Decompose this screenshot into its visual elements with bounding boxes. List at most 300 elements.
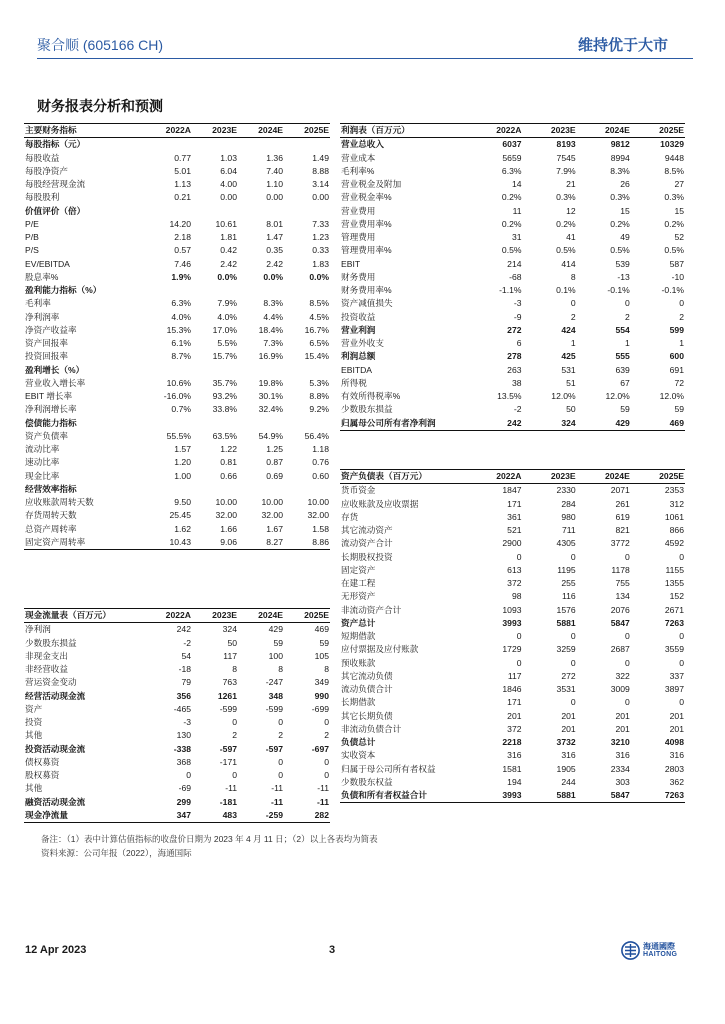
row-label: 非现金支出 <box>25 650 68 661</box>
table-row <box>340 337 685 350</box>
cell-value: 324 <box>222 624 237 635</box>
row-label: EBIT <box>341 258 361 269</box>
cell-value: 4.00 <box>220 179 237 189</box>
table-row <box>24 178 330 191</box>
cell-value: 15.3% <box>166 324 191 335</box>
cell-value: -3 <box>513 298 522 309</box>
cell-value: 171 <box>507 498 522 509</box>
cell-value: 263 <box>507 364 522 375</box>
column-header: 2025E <box>631 470 685 484</box>
cell-value: 0 <box>570 697 576 708</box>
cell-value: 469 <box>631 417 685 431</box>
cell-value: 54.9% <box>258 430 283 441</box>
table-header-row <box>340 470 685 484</box>
cell-value: 18.4% <box>258 324 283 335</box>
cell-value: 0 <box>625 697 630 708</box>
row-label: 长期借款 <box>341 697 376 708</box>
cell-value: 1.25 <box>266 444 283 454</box>
cell-value: 0.21 <box>174 192 191 203</box>
table-row <box>340 231 685 244</box>
column-header: 2024E <box>238 124 284 138</box>
cell-value: 10.61 <box>215 218 237 229</box>
table-row <box>340 178 685 191</box>
cell-value: 50 <box>227 637 237 648</box>
cell-value: 8193 <box>556 139 576 150</box>
table-row <box>24 769 330 782</box>
cell-value: 244 <box>561 776 576 787</box>
cell-value: 1846 <box>502 684 522 694</box>
cell-value: 0.35 <box>266 245 283 256</box>
cell-value: 0.1% <box>556 285 576 295</box>
row-label: 预收账款 <box>341 657 376 668</box>
table-row <box>340 763 685 776</box>
cell-value: 15.7% <box>212 351 237 362</box>
row-label: 归属母公司所有者净利润 <box>340 417 468 431</box>
cell-value: -181 <box>219 796 237 807</box>
table-title: 主要财务指标 <box>24 124 146 138</box>
cell-value: 1.9% <box>171 271 191 282</box>
cell-value: 8.7% <box>171 351 191 362</box>
cell-value <box>238 483 284 496</box>
report-date: 12 Apr 2023 <box>25 944 87 956</box>
table-row <box>340 152 685 165</box>
cell-value: 414 <box>561 258 576 269</box>
cell-value <box>284 483 330 496</box>
cell-value: 79 <box>181 677 191 688</box>
cell-value <box>284 417 330 430</box>
cell-value <box>238 205 284 218</box>
cell-value: 4.4% <box>263 311 283 322</box>
cell-value: 25.45 <box>169 510 191 521</box>
table-row <box>24 623 330 637</box>
row-label: EBITDA <box>341 364 373 375</box>
table-row <box>24 716 330 729</box>
row-label: 实收资本 <box>341 750 376 761</box>
cell-value: 2687 <box>610 644 630 655</box>
table-row <box>24 456 330 469</box>
cell-value: 1.47 <box>266 232 283 242</box>
cell-value: 2 <box>324 730 329 741</box>
cell-value <box>192 417 238 430</box>
table-row <box>24 244 330 257</box>
cell-value: 0 <box>679 657 684 668</box>
cell-value: 7263 <box>631 789 685 803</box>
row-label: 管理费用 <box>341 232 376 242</box>
cell-value <box>146 138 192 152</box>
cell-value: 41 <box>566 232 576 242</box>
table-row <box>24 809 330 823</box>
cell-value: 130 <box>176 730 191 741</box>
cell-value: 1.10 <box>266 179 283 189</box>
cell-value <box>238 138 284 152</box>
cell-value: 21 <box>566 179 576 189</box>
cell-value: 261 <box>615 498 630 509</box>
cell-value: -465 <box>173 703 191 714</box>
table-row <box>24 271 330 284</box>
cell-value: 16.9% <box>258 351 283 362</box>
table-row <box>24 138 330 152</box>
cell-value: 2330 <box>556 485 576 496</box>
cell-value: 1.57 <box>174 444 191 454</box>
cell-value: 763 <box>222 677 237 688</box>
row-label: 净利润率 <box>25 311 60 322</box>
cell-value: 3009 <box>610 684 630 694</box>
cell-value: 4305 <box>556 538 576 549</box>
cell-value: -11 <box>271 783 283 794</box>
cell-value: -11 <box>317 783 329 794</box>
cell-value: -597 <box>265 743 283 754</box>
row-label: 毛利率% <box>341 165 375 176</box>
table-row <box>340 511 685 524</box>
table-row <box>24 390 330 403</box>
cell-value: 2353 <box>664 485 684 496</box>
cash-flow-table <box>24 608 330 823</box>
cell-value: 2 <box>625 311 630 322</box>
table-row <box>24 165 330 178</box>
table-title: 资产负债表（百万元） <box>340 470 468 484</box>
cell-value: 52 <box>674 232 684 242</box>
cell-value: -18 <box>178 664 191 674</box>
cell-value: 316 <box>669 750 684 761</box>
row-label: 现金比率 <box>25 470 60 481</box>
row-label: 流动负债合计 <box>341 684 393 694</box>
cell-value: 755 <box>615 578 630 588</box>
cell-value: 59 <box>674 404 684 415</box>
table-row <box>24 676 330 689</box>
cell-value: 1355 <box>664 578 684 588</box>
column-header: 2025E <box>284 609 330 623</box>
cell-value: 3259 <box>556 644 576 655</box>
table-row <box>340 710 685 723</box>
cell-value: 5881 <box>556 617 576 628</box>
cell-value: 282 <box>284 809 330 823</box>
row-label: 每股收益 <box>25 152 60 163</box>
cell-value: 152 <box>669 591 684 602</box>
row-label: 投资 <box>25 717 43 727</box>
rating-title: 维持优于大市 <box>577 37 668 54</box>
cell-value: 12.0% <box>551 391 576 401</box>
cell-value: 201 <box>561 723 576 734</box>
cell-value: 0 <box>625 298 630 309</box>
cell-value: 0.2% <box>556 218 576 229</box>
haitong-logo-icon <box>621 941 640 960</box>
table-row <box>24 690 330 703</box>
cell-value: 1195 <box>557 564 576 575</box>
cell-value: -11 <box>225 783 237 794</box>
cell-value: 1905 <box>556 763 576 774</box>
cell-value: 866 <box>669 525 684 535</box>
cell-value: 0 <box>186 770 191 780</box>
table-row <box>24 443 330 456</box>
cell-value: 2.42 <box>266 258 283 269</box>
cell-value <box>192 284 238 297</box>
row-label: 利润总额 <box>341 351 376 362</box>
cell-value: 3993 <box>502 617 522 628</box>
row-label: 速动比率 <box>25 457 60 468</box>
cell-value: 7.9% <box>217 298 237 309</box>
table-row <box>340 524 685 537</box>
cell-value: 12 <box>566 205 576 216</box>
cell-value: 2803 <box>664 763 684 774</box>
cell-value: -68 <box>509 271 522 282</box>
row-label: 非流动资产合计 <box>341 604 402 615</box>
cell-value: 4.0% <box>171 311 191 322</box>
cell-value: 5659 <box>502 152 522 163</box>
row-label: 每股股利 <box>25 192 60 203</box>
table-row <box>340 244 685 257</box>
row-label: 经营活动现金流 <box>25 690 86 701</box>
cell-value: 15.4% <box>304 351 329 362</box>
cell-value: 2.42 <box>220 258 237 269</box>
cell-value: 31 <box>511 232 522 242</box>
table-row <box>340 789 685 803</box>
row-label: P/B <box>25 232 39 242</box>
column-header: 2023E <box>523 470 577 484</box>
row-label: 其他 <box>25 730 43 741</box>
cell-value: 0 <box>278 717 283 727</box>
cell-value: 4592 <box>664 538 684 549</box>
cell-value: 1847 <box>502 485 522 496</box>
cell-value: -338 <box>173 743 191 754</box>
cell-value <box>192 205 238 218</box>
table-row <box>24 430 330 443</box>
row-label: 投资收益 <box>341 311 376 322</box>
cell-value: 8 <box>570 271 576 282</box>
cell-value: 8.5% <box>309 298 329 309</box>
row-label: 每股净资产 <box>25 165 68 176</box>
cell-value: 14.20 <box>169 218 191 229</box>
cell-value: 0 <box>516 657 522 668</box>
row-label: 投资回报率 <box>25 351 68 362</box>
row-label: 资产减值损失 <box>341 298 393 309</box>
cell-value: 348 <box>268 690 283 701</box>
cell-value: 711 <box>561 525 576 535</box>
cell-value: 7.33 <box>312 218 329 229</box>
cell-value <box>146 205 192 218</box>
cell-value: 10.00 <box>307 497 329 507</box>
cell-value: 17.0% <box>212 324 237 335</box>
cell-value: 2334 <box>610 763 630 774</box>
cell-value: 255 <box>561 578 576 588</box>
cell-value: 0 <box>570 657 576 668</box>
cell-value: 0 <box>679 298 684 309</box>
cell-value: 30.1% <box>258 391 283 401</box>
cell-value: 19.8% <box>258 377 283 388</box>
cell-value: 105 <box>314 650 329 661</box>
cell-value: 0.60 <box>312 470 329 481</box>
cell-value: 0 <box>516 551 522 562</box>
row-label: 少数股东权益 <box>341 776 393 787</box>
row-label: 固定资产 <box>341 564 376 575</box>
cell-value: -10 <box>671 271 684 282</box>
row-label: EBIT 增长率 <box>25 391 73 401</box>
cell-value: 9.06 <box>192 536 238 550</box>
cell-value <box>192 483 238 496</box>
cell-value: -171 <box>219 756 237 767</box>
row-label: 盈利增长（%） <box>25 364 85 375</box>
cell-value: 5881 <box>523 789 577 803</box>
cell-value: 272 <box>507 324 522 335</box>
row-label: 流动资产合计 <box>341 538 393 549</box>
table-row <box>24 743 330 756</box>
table-row <box>24 350 330 363</box>
row-label: 营业税金率% <box>341 192 392 203</box>
cell-value: 3559 <box>664 644 684 655</box>
cell-value: 5.5% <box>217 338 237 348</box>
table-row <box>24 523 330 536</box>
table-row <box>24 337 330 350</box>
cell-value: 316 <box>561 750 576 761</box>
cell-value: 316 <box>507 750 522 761</box>
table-row <box>24 536 330 550</box>
cell-value: 554 <box>615 324 630 335</box>
cell-value: 8.5% <box>664 165 684 176</box>
row-label: 流动比率 <box>25 444 60 454</box>
cell-value: 599 <box>669 324 684 335</box>
cell-value: 613 <box>507 564 522 575</box>
table-row <box>340 311 685 324</box>
cell-value: 1061 <box>664 511 684 522</box>
cell-value <box>146 284 192 297</box>
cell-value: 214 <box>507 258 522 269</box>
row-label: 融资活动现金流 <box>25 796 86 807</box>
table-row <box>24 703 330 716</box>
cell-value: 1.18 <box>312 444 329 454</box>
table-row <box>24 756 330 769</box>
row-label: 财务费用率% <box>341 285 392 295</box>
table-row <box>24 191 330 204</box>
row-label: 债权募资 <box>25 756 60 767</box>
cell-value: 0.2% <box>501 192 522 203</box>
cell-value: 368 <box>176 756 191 767</box>
cell-value: 2071 <box>610 485 630 496</box>
cell-value <box>192 364 238 377</box>
cell-value: 59 <box>273 637 283 648</box>
row-label: 偿债能力指标 <box>25 417 77 428</box>
row-label: 货币资金 <box>341 485 376 496</box>
cell-value: 27 <box>674 179 684 189</box>
table-row <box>340 564 685 577</box>
cell-value: 2 <box>570 311 576 322</box>
row-label: 非流动负债合计 <box>341 723 402 734</box>
cell-value: 32.00 <box>215 510 237 521</box>
cell-value: 10.43 <box>146 536 192 550</box>
cell-value: 0.33 <box>312 245 329 256</box>
cell-value: 0 <box>278 756 283 767</box>
table-row <box>24 218 330 231</box>
table-row <box>24 152 330 165</box>
cell-value: 0.66 <box>220 470 237 481</box>
cell-value: 0.0% <box>263 271 283 282</box>
table-row <box>340 551 685 564</box>
row-label: 其他 <box>25 783 43 794</box>
cell-value: 356 <box>176 690 191 701</box>
row-label: 营业成本 <box>341 152 376 163</box>
table-row <box>340 205 685 218</box>
cell-value: 0.5% <box>501 245 522 256</box>
row-label: 营业外收支 <box>341 338 384 348</box>
cell-value: 2218 <box>502 737 522 747</box>
cell-value: 483 <box>192 809 238 823</box>
cell-value: 201 <box>561 710 576 721</box>
cell-value: 13.5% <box>497 391 522 401</box>
header-divider <box>37 58 693 59</box>
cell-value: 299 <box>176 796 191 807</box>
cell-value: 1.67 <box>266 523 283 534</box>
cell-value: 2076 <box>610 604 630 615</box>
cell-value: 32.4% <box>258 404 283 415</box>
cell-value: 1 <box>570 338 576 348</box>
cell-value: 0 <box>570 631 576 641</box>
table-row <box>340 590 685 603</box>
table-row <box>340 377 685 390</box>
cell-value: 1.49 <box>312 152 329 163</box>
row-label: 资产回报率 <box>25 338 68 348</box>
cell-value: 1 <box>679 338 684 348</box>
cell-value: 316 <box>615 750 630 761</box>
row-label: 非经营收益 <box>25 664 68 674</box>
cell-value: 8.88 <box>312 165 329 176</box>
cell-value: 424 <box>561 324 576 335</box>
row-label: 负债总计 <box>341 737 376 747</box>
table-row <box>24 403 330 416</box>
cell-value: 469 <box>314 624 329 635</box>
cell-value: 56.4% <box>304 430 329 441</box>
cell-value: 0.3% <box>610 192 630 203</box>
cell-value: 0 <box>570 551 576 562</box>
cell-value: 8 <box>232 664 237 674</box>
cell-value: 587 <box>669 258 684 269</box>
cell-value <box>238 284 284 297</box>
cell-value <box>238 364 284 377</box>
cell-value <box>146 483 192 496</box>
cell-value <box>284 364 330 377</box>
cell-value: 303 <box>615 776 630 787</box>
cell-value: 59 <box>319 637 329 648</box>
cell-value: 0 <box>570 298 576 309</box>
cell-value: 2.18 <box>174 232 191 242</box>
cell-value: 32.00 <box>261 510 283 521</box>
cell-value: 429 <box>577 417 631 431</box>
cell-value: -0.1% <box>607 285 630 295</box>
table-row <box>340 258 685 271</box>
row-label: 现金净流量 <box>24 809 146 823</box>
cell-value: 1581 <box>502 763 522 774</box>
cell-value: 0.69 <box>266 470 283 481</box>
cell-value: 15 <box>620 205 630 216</box>
table-row <box>340 657 685 670</box>
row-label: 有效所得税率% <box>341 391 401 401</box>
cell-value: 6.1% <box>171 338 191 348</box>
cell-value: 1.83 <box>312 258 329 269</box>
cell-value: -2 <box>183 637 191 648</box>
cell-value: 312 <box>669 498 684 509</box>
table-row <box>340 498 685 511</box>
cell-value: 8.3% <box>610 165 630 176</box>
cell-value: 35.7% <box>212 377 237 388</box>
cell-value <box>284 138 330 152</box>
cell-value: 6.5% <box>309 338 329 348</box>
row-label: 其它流动负债 <box>341 670 393 681</box>
table-row <box>340 577 685 590</box>
row-label: 营运资金变动 <box>25 677 77 688</box>
table-row <box>340 390 685 403</box>
table-row <box>340 138 685 152</box>
column-header: 2024E <box>577 470 631 484</box>
cell-value: 50 <box>566 404 576 415</box>
cell-value: 639 <box>615 364 630 375</box>
cell-value: -16.0% <box>163 391 191 401</box>
